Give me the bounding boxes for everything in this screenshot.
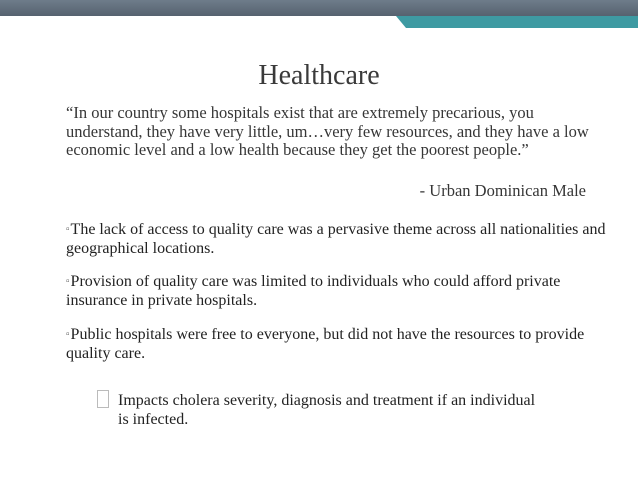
bullet-marker-icon: ▫ xyxy=(66,224,70,235)
quote-attribution: - Urban Dominican Male xyxy=(419,181,586,200)
bullet-item xyxy=(66,273,614,310)
quote-text: “In our country some hospitals exist that are extremely precarious, you understand, they have very little, um…very few resources, and they have a low economic level and a low health because they get the poorest people.” xyxy=(66,103,589,159)
slide-title: Healthcare xyxy=(258,60,380,91)
top-accent-stripe xyxy=(406,16,638,28)
bullet-text: Public hospitals were free to everyone, but did not have the resources to provide quality care. xyxy=(66,326,585,362)
top-decorative-bar xyxy=(0,0,638,16)
bullet-item xyxy=(66,221,614,258)
bullet-marker-icon: ▫ xyxy=(66,329,70,340)
missing-glyph-box-icon xyxy=(97,390,109,408)
bullet-text: The lack of access to quality care was a pervasive theme across all nationalities and geographical locations. xyxy=(66,221,606,257)
sub-bullet-text: Impacts cholera severity, diagnosis and treatment if an individual is infected. xyxy=(118,392,536,428)
bullet-item xyxy=(66,326,614,363)
bullet-marker-icon: ▫ xyxy=(66,276,70,287)
bullet-text: Provision of quality care was limited to individuals who could afford private insurance in private hospitals. xyxy=(66,273,561,309)
